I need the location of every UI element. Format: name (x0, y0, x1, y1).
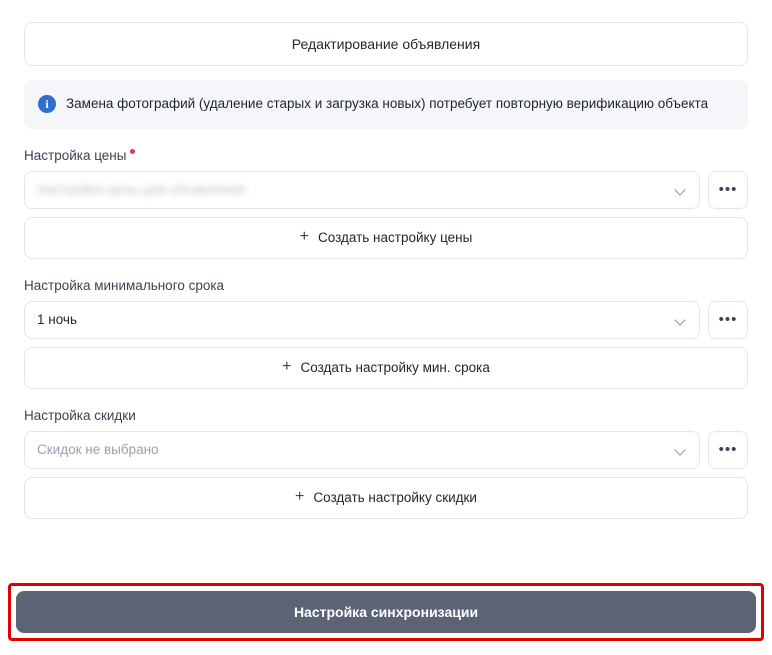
min-stay-setting-group (24, 277, 748, 389)
price-setting-value: Настройка цены для объявления (37, 182, 246, 198)
sync-settings-button[interactable]: Настройка синхронизации (16, 591, 756, 633)
create-discount-setting-label: Создать настройку скидки (313, 490, 477, 506)
verification-notice-text: Замена фотографий (удаление старых и загрузка новых) потребует повторную верификацию объекта (66, 96, 709, 111)
min-stay-setting-select[interactable] (24, 301, 700, 339)
min-stay-setting-menu-button[interactable]: ••• (708, 301, 748, 339)
plus-icon: + (295, 488, 305, 506)
min-stay-setting-label: Настройка минимального срока (24, 277, 225, 293)
create-price-setting-button[interactable] (24, 217, 748, 259)
discount-setting-select[interactable] (24, 431, 700, 469)
price-setting-group (24, 147, 748, 259)
chevron-down-icon (675, 314, 687, 326)
create-price-setting-label: Создать настройку цены (318, 230, 473, 246)
discount-setting-group (24, 407, 748, 519)
discount-setting-menu-button[interactable]: ••• (708, 431, 748, 469)
plus-icon: + (299, 228, 309, 246)
min-stay-setting-value: 1 ночь (37, 312, 77, 328)
chevron-down-icon (675, 184, 687, 196)
price-setting-row (24, 171, 748, 209)
create-min-stay-setting-label: Создать настройку мин. срока (300, 360, 490, 376)
price-setting-select[interactable] (24, 171, 700, 209)
create-min-stay-setting-button[interactable] (24, 347, 748, 389)
create-discount-setting-button[interactable] (24, 477, 748, 519)
verification-notice (24, 80, 748, 129)
required-indicator-icon (130, 149, 135, 154)
page-title (24, 22, 748, 66)
info-icon: i (38, 95, 56, 113)
price-setting-label: Настройка цены (24, 148, 135, 163)
plus-icon: + (282, 358, 292, 376)
discount-setting-row (24, 431, 748, 469)
price-setting-menu-button[interactable]: ••• (708, 171, 748, 209)
discount-setting-label: Настройка скидки (24, 407, 136, 423)
page-title-label: Редактирование объявления (291, 36, 481, 52)
min-stay-setting-row (24, 301, 748, 339)
sync-settings-highlight (8, 583, 764, 641)
discount-setting-value: Скидок не выбрано (37, 442, 159, 458)
chevron-down-icon (675, 444, 687, 456)
